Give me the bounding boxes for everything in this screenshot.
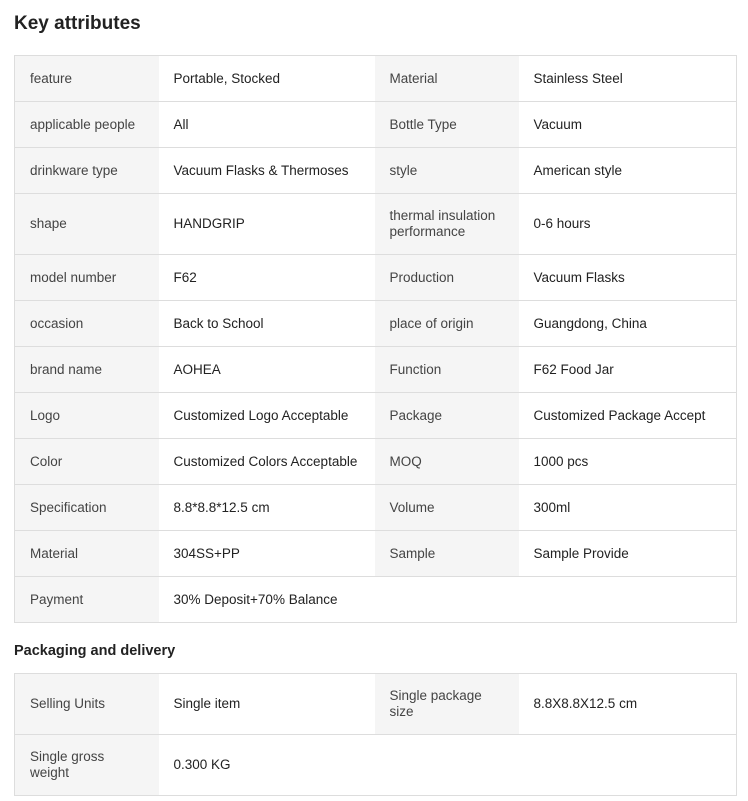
attr-value: 0-6 hours: [519, 194, 737, 255]
attr-value: All: [159, 102, 375, 148]
attr-key: shape: [15, 194, 159, 255]
attr-value: F62 Food Jar: [519, 347, 737, 393]
key-attributes-title: Key attributes: [14, 13, 141, 34]
packaging-title: Packaging and delivery: [14, 643, 176, 659]
attr-value: Customized Package Accept: [519, 393, 737, 439]
attr-row: [15, 301, 737, 347]
attr-key: Package: [375, 393, 519, 439]
attr-key: Sample: [375, 531, 519, 577]
attr-key: Color: [15, 439, 159, 485]
attr-key: brand name: [15, 347, 159, 393]
attr-value: F62: [159, 255, 375, 301]
attr-value: 8.8*8.8*12.5 cm: [159, 485, 375, 531]
attr-row: [15, 439, 737, 485]
attr-key: Specification: [15, 485, 159, 531]
attr-value: Customized Logo Acceptable: [159, 393, 375, 439]
attr-row: [15, 56, 737, 102]
attr-key: model number: [15, 255, 159, 301]
attr-key: Single gross weight: [15, 735, 159, 796]
attr-key: Selling Units: [15, 674, 159, 735]
attr-value: Stainless Steel: [519, 56, 737, 102]
attr-key: style: [375, 148, 519, 194]
attr-key: Bottle Type: [375, 102, 519, 148]
attr-value: Vacuum: [519, 102, 737, 148]
attr-key: occasion: [15, 301, 159, 347]
attr-value: 30% Deposit+70% Balance: [159, 577, 375, 623]
attr-row: [15, 102, 737, 148]
attr-value: 1000 pcs: [519, 439, 737, 485]
attr-key-empty: [375, 735, 519, 796]
attr-value: Portable, Stocked: [159, 56, 375, 102]
attr-value-empty: [519, 577, 737, 623]
attr-value: Vacuum Flasks: [519, 255, 737, 301]
attr-value-empty: [519, 735, 737, 796]
attr-row: [15, 577, 737, 623]
attr-key: Volume: [375, 485, 519, 531]
attr-value: HANDGRIP: [159, 194, 375, 255]
attr-row: [15, 347, 737, 393]
attr-key: Logo: [15, 393, 159, 439]
attr-key: drinkware type: [15, 148, 159, 194]
key-attributes-table: [14, 55, 737, 623]
attr-row: [15, 148, 737, 194]
attr-value: Guangdong, China: [519, 301, 737, 347]
attr-key: MOQ: [375, 439, 519, 485]
attr-key: Payment: [15, 577, 159, 623]
attr-row: [15, 194, 737, 255]
attr-value: Customized Colors Acceptable: [159, 439, 375, 485]
attr-key: feature: [15, 56, 159, 102]
attr-key: Material: [375, 56, 519, 102]
attr-key: thermal insulation performance: [375, 194, 519, 255]
attr-key: Single package size: [375, 674, 519, 735]
attr-row: [15, 255, 737, 301]
attr-value: Back to School: [159, 301, 375, 347]
attr-row: [15, 531, 737, 577]
packaging-table: [14, 673, 737, 796]
attr-key: Material: [15, 531, 159, 577]
attr-row: [15, 485, 737, 531]
attr-row: [15, 674, 737, 735]
attr-key: applicable people: [15, 102, 159, 148]
attr-key: place of origin: [375, 301, 519, 347]
attr-value: American style: [519, 148, 737, 194]
attr-key: Function: [375, 347, 519, 393]
attr-value: 304SS+PP: [159, 531, 375, 577]
attr-value: 0.300 KG: [159, 735, 375, 796]
attr-value: 8.8X8.8X12.5 cm: [519, 674, 737, 735]
attr-value: AOHEA: [159, 347, 375, 393]
attr-value: Vacuum Flasks & Thermoses: [159, 148, 375, 194]
attr-value: Single item: [159, 674, 375, 735]
attr-key-empty: [375, 577, 519, 623]
attr-value: Sample Provide: [519, 531, 737, 577]
attr-key: Production: [375, 255, 519, 301]
attr-value: 300ml: [519, 485, 737, 531]
attr-row: [15, 393, 737, 439]
attr-row: [15, 735, 737, 796]
